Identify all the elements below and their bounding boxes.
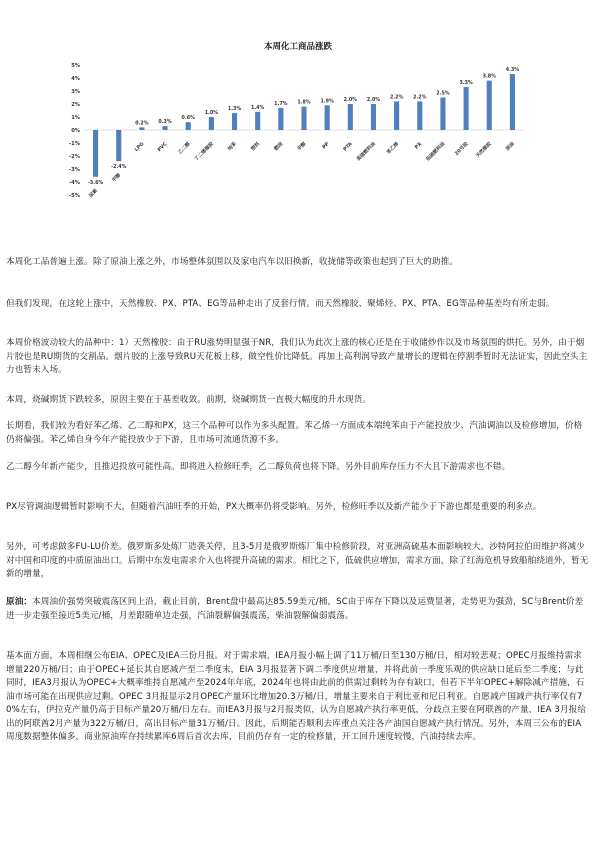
bar-value-label: 2.0% (343, 98, 357, 103)
bar-value-label: 1.9% (320, 99, 334, 105)
bar-value-label: 2.2% (389, 95, 404, 101)
bar-value-label: 2.2% (413, 95, 427, 101)
paragraph-3: 本周价格波动较大的品种中：1）天然橡胶：由于RU涨势明显强于NR，我们认为此次上涨的核心还是在于收储炒作以及市场氛围的烘托。另外，由于烟片胶也是RU期货的交割品。烟片胶的上涨导致RU天花板上移，做空性价比降低。再加上高利润导致产量增长的逻辑在停割季暂时无法证实，因此空头主力也暂未入场。 (6, 338, 588, 375)
category-label: 天然橡胶 (475, 141, 493, 159)
bar-value-label: 1.0% (204, 111, 219, 116)
category-labels-group (87, 140, 516, 199)
category-label: 纯苯 (227, 141, 238, 153)
y-tick-label: 0% (71, 128, 80, 134)
category-label: 高硫燃料油 (356, 141, 377, 163)
category-label: 燃油 (273, 141, 285, 153)
category-label: 苯乙烯 (386, 141, 401, 156)
paragraph-6: 乙二醇今年新产能少，且推迟投放可能性高。即将进入检修旺季，乙二醇负荷也将下降。另外目前库存压力不大且下游需求也不错。 (6, 462, 511, 472)
bar-value-label: 1.8% (297, 100, 311, 106)
bar-value-label: 0.3% (158, 120, 172, 126)
bars-group (93, 74, 515, 177)
y-tick-label: -3% (69, 167, 80, 173)
bar (163, 126, 168, 130)
bar (440, 98, 445, 131)
bar (464, 87, 469, 130)
bar (371, 104, 376, 130)
y-tick-label: 1% (71, 115, 80, 121)
bar-value-label: 3.8% (482, 74, 496, 80)
category-label: 塑料 (250, 141, 262, 153)
bar (510, 74, 515, 130)
category-label: 20号胶 (454, 141, 470, 157)
category-label: 尿素 (88, 188, 99, 200)
category-label: 甲醇 (297, 141, 308, 153)
y-tick-label: -5% (69, 193, 80, 199)
bar (278, 108, 283, 130)
y-tick-label: 5% (71, 63, 80, 69)
paragraph-2: 但我们发现，在这轮上涨中，天然橡胶、PX、PTA、EG等品种走出了反套行情。而天然橡胶、聚烯烃、PX、PTA、EG等品种基差均有所走弱。 (6, 299, 555, 309)
paragraph-7: PX尽管调油逻辑暂时影响不大，但随着汽油旺季的开始，PX大概率仍将受影响。另外，检修旺季以及新产能少于下游也都是重要的利多点。 (6, 502, 542, 512)
bar-value-label: 1.4% (251, 105, 265, 111)
paragraph-8: 另外，可考虑做多FU-LU价差。俄罗斯多处炼厂造袭关停，且3-5月是俄罗斯炼厂集中检修阶段，对亚洲高硫基本面影响较大。沙特阿拉伯田维护将减少对中国和印度的中质原油出口。后期中东发电需求介入也将提升高硫的需求。相比之下，低硫供应增加，需求方面，除了红海危机导致船舶绕道外，暂无新的增量， (6, 542, 589, 579)
section-lead-crude-oil: 原油： (6, 597, 33, 607)
bar-value-label: 0.6% (181, 116, 195, 122)
bar (487, 81, 492, 130)
bar-value-label: 3.3% (459, 81, 473, 87)
category-label: PP (322, 141, 331, 151)
paragraph-fundamentals: 基本面方面，本周相继公布EIA、OPEC及IEA三份月报。对于需求端，IEA月报小幅上调了11万桶/日至130万桶/日，相对较悲观；OPEC月报维持需求增量220万桶/日；由于OPEC+延长其自愿减产至二季度末，EIA 3月报显著下调二季度供应增量，并将此前一季度乐观的供应缺口延后至二季度；与此同时，IEA3月报认为OPEC+大概率维持自愿减产至2024年年底，2024年也将由此前的供需过剩转为存有缺口，但若下半年OPEC+解除减产措施，石油市场可能在出现供应过剩。OPEC 3月报显示2月OPEC产量环比增加20.3万桶/日，增量主要来自于利比亚和尼日利亚。自愿减产国减产执行率仅有70%左右，伊拉克产量仍高于目标产量20万桶/日左右。而IEA3月报与2月报类似，认为自愿减产执行率更低，分歧点主要在阿联酋的产量，IEA 3月报给出的阿联酋2月产量为322万桶/日，高出目标产量31万桶/日。因此，后期能否顺利去库重点关注各产油国自愿减产执行情况。另外，本周三公布的EIA 周度数据整体偏多，商业原油库存持续累库6周后首次去库，目前仍存有一定的检修量，开工回升速度较慢，汽油持续去库。 (6, 651, 587, 742)
category-label: PX (414, 141, 424, 151)
paragraph-crude-oil: 原油：本周油价强势突破震荡区间上沿，截止目前，Brent盘中最高达85.59美元/桶，SC由于库存下降以及运费显著，走势更为强劲，SC与Brent价差进一步走强至接近5美元/桶，月差跟随单边走强，汽油裂解偏强震荡，柴油裂解偏弱震荡。 (6, 597, 584, 621)
bar (394, 101, 399, 130)
bar-value-label: 2.5% (436, 91, 450, 97)
bar (186, 122, 191, 130)
y-tick-label: -4% (69, 180, 80, 186)
y-tick-label: 3% (71, 89, 80, 95)
bar (93, 130, 98, 177)
bar-value-label: 0.2% (135, 121, 149, 127)
bar (417, 101, 422, 130)
paragraph-1: 本周化工品普遍上涨。除了原油上涨之外，市场整体氛围以及家电汽车以旧换新，收拢储等政策也起到了巨大的助推。 (6, 257, 459, 267)
y-tick-label: -2% (69, 154, 80, 160)
y-tick-label: -1% (69, 141, 80, 147)
y-axis-ticks (69, 63, 81, 199)
category-label: 甲醇 (111, 173, 123, 184)
category-label: PTA (343, 141, 354, 153)
chart-canvas (62, 30, 534, 240)
bar (325, 105, 330, 130)
category-label: 原油 (505, 141, 516, 153)
bar (348, 104, 353, 130)
bar (255, 112, 260, 130)
bar-value-label: -3.6% (87, 180, 104, 186)
paragraph-4: 本周，烧碱期货下跌较多，原因主要在于基差收敛。前期，烧碱期货一直极大幅度的升水现货。 (6, 395, 372, 405)
category-label: 低硫燃料油 (425, 141, 447, 163)
y-tick-label: 2% (71, 102, 80, 108)
bar-value-label: -2.4% (111, 165, 127, 171)
bar-value-label: 2.0% (366, 98, 381, 103)
bar-value-label: 1.7% (274, 101, 288, 107)
commodity-change-chart (62, 30, 534, 240)
bar-value-label: 1.3% (227, 107, 242, 113)
chart-title: 本周化工商品涨跌 (263, 42, 333, 52)
paragraph-5: 长期看，我们较为看好苯乙烯、乙二醇和PX，这三个品种可以作为多头配置。苯乙烯一方面成本端纯苯由于产能投放少、汽油调油以及检修增加，价格仍将偏强。苯乙烯自身今年产能投放少于下游，且市场可流通货源不多。 (6, 421, 583, 445)
bar (116, 130, 121, 161)
bar (209, 117, 214, 130)
y-tick-label: 4% (71, 76, 80, 82)
bar (139, 127, 144, 130)
category-label: 乙二醇 (177, 141, 192, 156)
bar-value-label: 4.3% (505, 68, 520, 74)
category-label: LPG (134, 141, 146, 153)
bar (301, 107, 306, 130)
category-label: PVC (157, 141, 169, 154)
bar (232, 113, 237, 130)
category-label: 丁二烯橡胶 (194, 141, 215, 163)
